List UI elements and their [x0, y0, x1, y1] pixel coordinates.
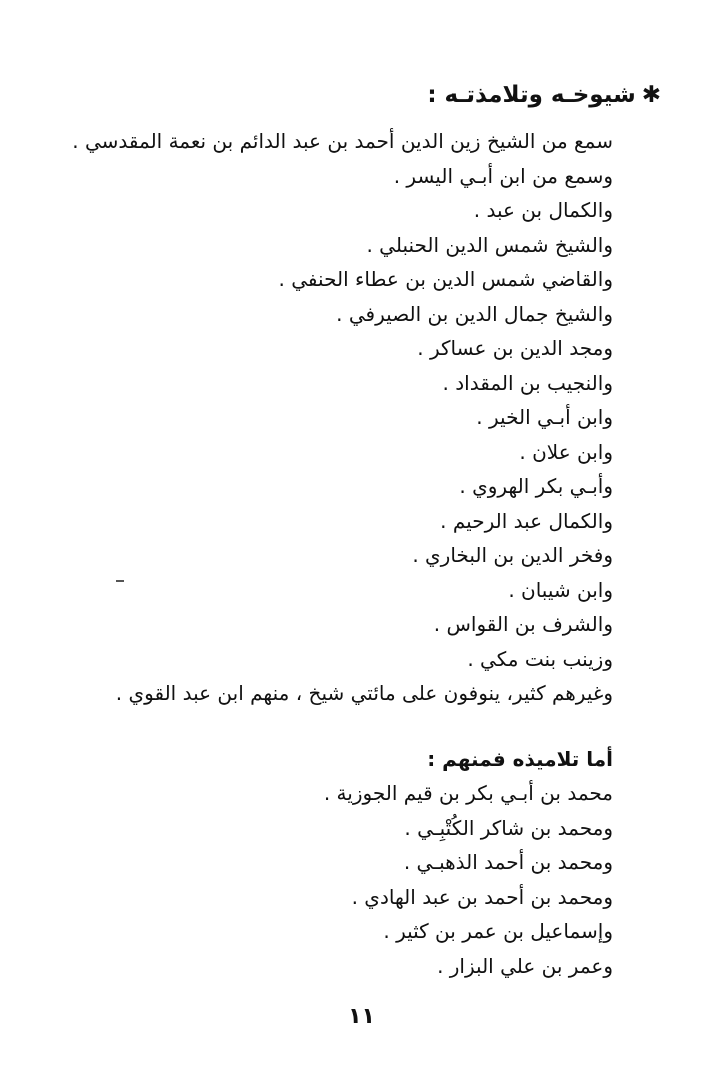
- list-item: وفخر الدين بن البخاري .: [412, 543, 613, 567]
- list-item: والقاضي شمس الدين بن عطاء الحنفي .: [278, 267, 613, 291]
- list-item: ومحمد بن شاكر الكُتْبِـي .: [404, 815, 613, 840]
- students-heading: أما تلاميذه فمنهم :: [427, 747, 613, 771]
- list-item: محمد بن أبـي بكر بن قيم الجوزية .: [323, 781, 613, 805]
- list-item: ومحمد بن أحمد الذهبـي .: [403, 850, 613, 874]
- teachers-list: [53, 124, 613, 711]
- list-item: وعمر بن علي البزار .: [437, 953, 613, 978]
- list-item: والشيخ جمال الدين بن الصيرفي .: [336, 301, 613, 326]
- list-item: وغيرهم كثير، ينوفون على مائتي شيخ ، منهم ابن عبد القوي .: [115, 681, 613, 705]
- page-number: ١١: [348, 1004, 375, 1029]
- section-heading: [427, 80, 661, 110]
- list-item: وابن علان .: [519, 439, 613, 464]
- list-item: وابن أبـي الخير .: [476, 405, 613, 429]
- list-item: وابن شيبان .: [508, 577, 613, 602]
- scan-mark: [116, 580, 124, 582]
- list-item: وأبـي بكر الهروي .: [459, 474, 613, 498]
- asterisk-icon: ✱: [641, 82, 661, 108]
- list-item: سمع من الشيخ زين الدين أحمد بن عبد الدائم بن نعمة المقدسي .: [72, 129, 613, 153]
- list-item: وإسماعيل بن عمر بن كثير .: [383, 919, 613, 943]
- list-item: والكمال بن عبد .: [473, 198, 613, 222]
- section-heading-text: شيوخـه وتلامذتـه :: [427, 82, 636, 108]
- list-item: ومحمد بن أحمد بن عبد الهادي .: [351, 884, 613, 909]
- list-item: والشرف بن القواس .: [433, 612, 613, 636]
- list-item: وزينب بنت مكي .: [467, 646, 613, 671]
- list-item: والنجيب بن المقداد .: [442, 370, 613, 395]
- list-item: والشيخ شمس الدين الحنبلي .: [366, 232, 613, 257]
- list-item: ومجد الدين بن عساكر .: [417, 336, 613, 360]
- list-item: وسمع من ابن أبـي اليسر .: [393, 163, 613, 188]
- students-list: [53, 776, 613, 983]
- list-item: والكمال عبد الرحيم .: [440, 508, 613, 533]
